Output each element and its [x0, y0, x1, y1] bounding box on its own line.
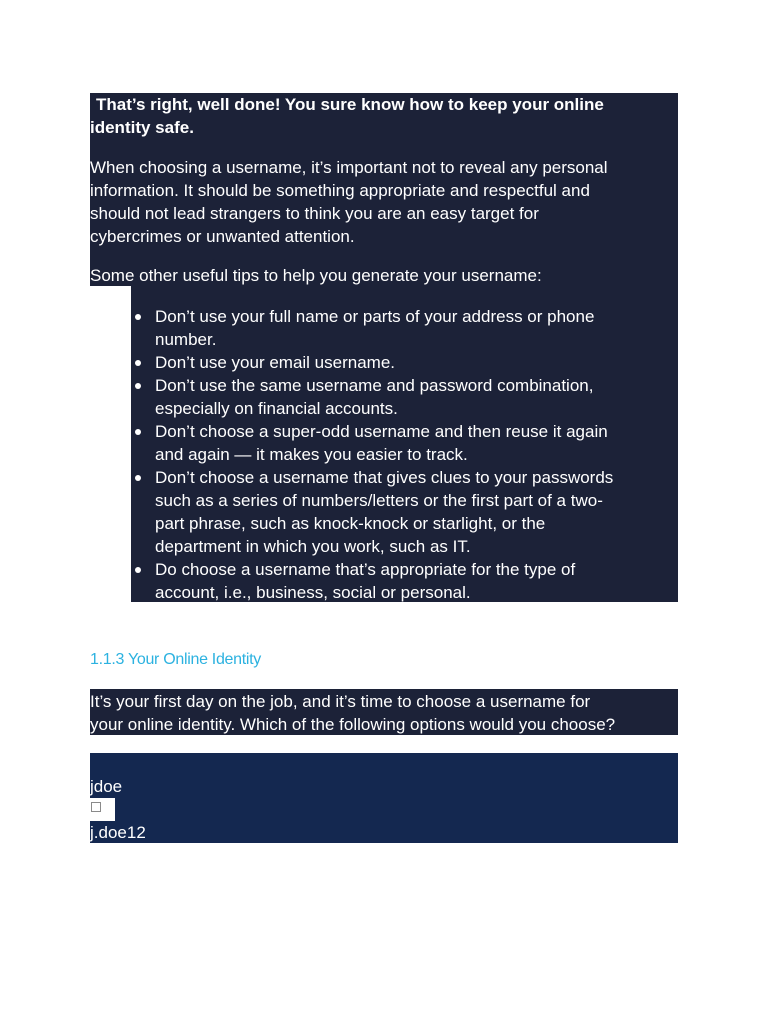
question-line: your online identity. Which of the following options would you choose? [90, 715, 616, 734]
tip-line: Don’t use your full name or parts of your address or phone [155, 307, 595, 326]
feedback-paragraph [90, 156, 678, 248]
tip-line: part phrase, such as knock-knock or starlight, or the [155, 514, 546, 533]
tip-line: and again — it makes you easier to track. [155, 445, 468, 464]
bullet-icon [135, 360, 141, 366]
tip-line: Don’t use the same username and password combination, [155, 376, 594, 395]
paragraph-line: When choosing a username, it’s important not to reveal any personal [90, 158, 608, 177]
feedback-title [90, 93, 676, 139]
tip-line: Don’t choose a username that gives clues to your passwords [155, 468, 614, 487]
tip-line: such as a series of numbers/letters or the first part of a two- [155, 491, 603, 510]
bullet-icon [135, 475, 141, 481]
list-item [131, 374, 671, 420]
tip-line: especially on financial accounts. [155, 399, 398, 418]
question-text [90, 690, 678, 736]
feedback-title-line: That’s right, well done! You sure know how to keep your online [96, 95, 604, 114]
list-item [131, 466, 671, 558]
feedback-title-line: identity safe. [90, 118, 194, 137]
bullet-icon [135, 383, 141, 389]
options-box [90, 753, 678, 843]
paragraph-line: information. It should be something appropriate and respectful and [90, 181, 590, 200]
bullet-icon [135, 314, 141, 320]
option-jdoe[interactable]: jdoe [90, 777, 123, 796]
tip-line: account, i.e., business, social or personal. [155, 583, 471, 602]
paragraph-line: cybercrimes or unwanted attention. [90, 227, 355, 246]
list-item [131, 351, 671, 374]
tip-line: Do choose a username that’s appropriate for the type of [155, 560, 576, 579]
bullet-icon [135, 429, 141, 435]
list-item [131, 558, 671, 604]
tips-list [131, 305, 671, 604]
option-checkbox[interactable] [91, 802, 101, 812]
option-jdoe12[interactable]: j.doe12 [90, 823, 146, 842]
question-line: It’s your first day on the job, and it’s time to choose a username for [90, 692, 591, 711]
paragraph-line: should not lead strangers to think you are an easy target for [90, 204, 539, 223]
list-item [131, 420, 671, 466]
tip-line: Don’t choose a super-odd username and then reuse it again [155, 422, 608, 441]
section-heading: 1.1.3 Your Online Identity [90, 651, 261, 668]
tip-line: Don’t use your email username. [155, 353, 396, 372]
list-item [131, 305, 671, 351]
tip-line: number. [155, 330, 217, 349]
tip-line: department in which you work, such as IT. [155, 537, 471, 556]
bullet-icon [135, 567, 141, 573]
tips-intro: Some other useful tips to help you generate your username: [90, 266, 542, 285]
